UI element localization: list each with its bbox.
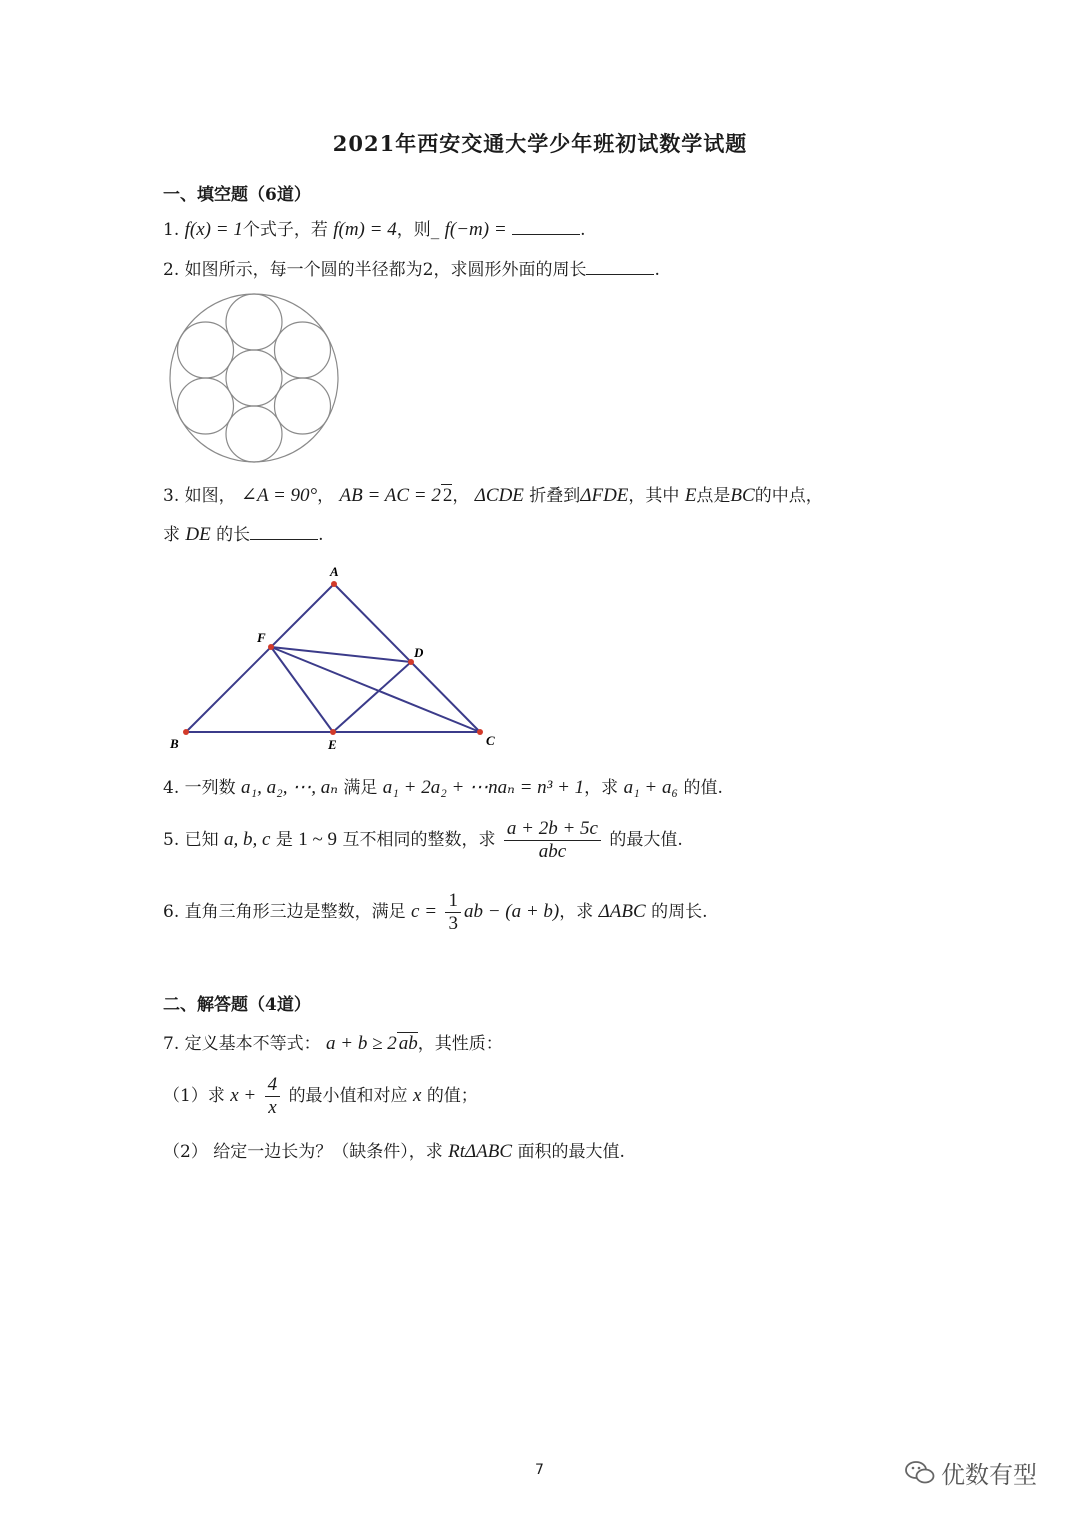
q3-text-f: 的长 [216,525,251,545]
segment-ed [333,662,411,732]
q5-text-b: 是 [275,830,293,850]
q3-text-a: 3. 如图， [163,486,236,506]
watermark [905,1455,1037,1490]
triangle-figure [160,560,510,760]
q3-ab-ac: AB = AC = 2 [339,485,441,506]
question-7-part-1 [163,1074,478,1119]
label-b: B [170,736,179,751]
q6-expr: ab − (a + b) [463,901,560,922]
q1-expr-fx: f(x) = 1 [184,219,243,240]
watermark-text: 优数有型 [941,1461,1037,1489]
q3-text-b: ，其中 [628,486,680,506]
segment-ab [186,584,334,732]
inner-circle-top [226,294,282,350]
q2-text: 2. 如图所示，每一个圆的半径都为2，求圆形外面的周长 [163,260,587,280]
q7-p1-x: x [412,1085,422,1106]
q7-p2-text-a: （2） 给定一边长为？（缺条件），求 [163,1142,443,1162]
q6-denominator: 3 [448,913,458,934]
q4-text-a: 4. 一列数 [163,778,236,798]
point-a [331,581,337,587]
q6-triangle: ΔABC [598,901,646,922]
inner-circle-upper-right [275,322,331,378]
q1-expr-fm: f(m) = 4 [333,219,397,240]
q3-period: . [318,525,324,545]
question-2 [163,258,660,282]
q4-text-d: 的值. [683,778,723,798]
q3-fold-text: 折叠到 [523,486,581,506]
q1-text-b: ，则_ [396,220,440,240]
q1-text-a: 个式子，若 [242,220,328,240]
q5-fraction [504,818,601,863]
q3-text-c: 点是 [696,486,731,506]
label-c: C [486,733,495,748]
q5-text-d: 的最大值. [609,830,683,850]
q7-inequality: a + b ≥ 2 [326,1033,397,1054]
section-fill-heading: 一、填空题（6道） [163,185,311,205]
q5-vars: a, b, c [224,829,271,850]
label-d: D [414,645,424,660]
inner-circle-lower-left [178,378,234,434]
q7-p1-numerator: 4 [265,1074,281,1097]
q7-p2-text-b: 面积的最大值. [517,1142,625,1162]
q3-segment-bc: BC [730,485,755,506]
q4-text-c: ，求 [584,778,619,798]
question-6 [163,890,708,935]
q7-p1-x-plus: x + [230,1085,257,1106]
q4-equation: a₁ + 2a₂ + ⋯naₙ = n³ + 1 [382,777,585,798]
label-f: F [257,630,266,645]
q7-p2-triangle: RtΔABC [448,1141,513,1162]
q6-c-eq: c = [411,901,438,922]
q6-text-a: 6. 直角三角形三边是整数，满足 [163,902,406,922]
q6-text-b: ，求 [559,902,594,922]
q3-text-e: 求 [163,525,180,545]
q7-p1-text-c: 的值； [426,1086,478,1106]
inner-circle-lower-right [275,378,331,434]
q3-sqrt2: 2 [442,485,453,506]
q4-sequence: a₁, a₂, ⋯, aₙ [241,777,338,798]
question-3-line2 [163,523,324,547]
q7-text-a: 7. 定义基本不等式： [163,1034,321,1054]
segment-ac [334,584,480,732]
q4-target: a₁ + a₆ [623,777,679,798]
q6-fraction [445,890,461,935]
q3-answer-blank [250,523,318,540]
label-a: A [330,564,339,579]
q3-angle: ∠A = 90° [241,485,318,506]
q2-period: . [654,260,660,280]
point-f [268,644,274,650]
q5-text-a: 5. 已知 [163,830,219,850]
q1-expr-fneg: f(−m) = [444,219,507,240]
q7-p1-fraction [265,1074,281,1119]
question-3 [163,484,823,508]
question-7-part-2 [163,1140,625,1164]
q7-sqrt-ab: ab [398,1033,418,1054]
q7-p1-text-b: 的最小值和对应 [288,1086,408,1106]
q7-p1-text-a: （1）求 [163,1086,225,1106]
question-4 [163,776,723,800]
point-b [183,729,189,735]
point-c [477,729,483,735]
q6-text-c: 的周长. [651,902,708,922]
q3-tri-fde: ΔFDE [580,485,629,506]
q3-segment-de: DE [185,524,211,545]
q5-text-c: 互不相同的整数，求 [342,830,496,850]
q3-tri-cde: ΔCDE [474,485,524,506]
wechat-icon [905,1460,935,1486]
question-7 [163,1032,503,1056]
q3-sep2: ， [452,486,470,506]
q5-denominator: abc [538,841,567,862]
section-solve-heading: 二、解答题（4道） [163,995,311,1015]
q2-answer-blank [586,258,654,275]
page-number: 7 [535,1462,544,1478]
q3-point-e: E [684,485,697,506]
q7-text-b: ，其性质： [417,1034,503,1054]
label-e: E [328,737,337,752]
inner-circle-upper-left [178,322,234,378]
circles-figure [168,292,340,464]
q7-p1-denominator: x [268,1097,277,1118]
center-circle [226,350,282,406]
q1-period: . [580,220,586,240]
q3-text-d: 的中点， [754,486,823,506]
q5-range: 1 ~ 9 [298,829,338,850]
q3-sep1: ， [317,486,335,506]
q6-numerator: 1 [445,890,461,913]
q1-answer-blank [512,218,580,235]
outer-circle [170,294,338,462]
question-1 [163,218,585,242]
q1-number: 1. [163,220,180,240]
page-title: 2021年西安交通大学少年班初试数学试题 [332,131,748,156]
point-e [330,729,336,735]
inner-circle-bottom [226,406,282,462]
q4-text-b: 满足 [343,778,378,798]
q5-numerator: a + 2b + 5c [504,818,601,841]
question-5 [163,818,683,863]
